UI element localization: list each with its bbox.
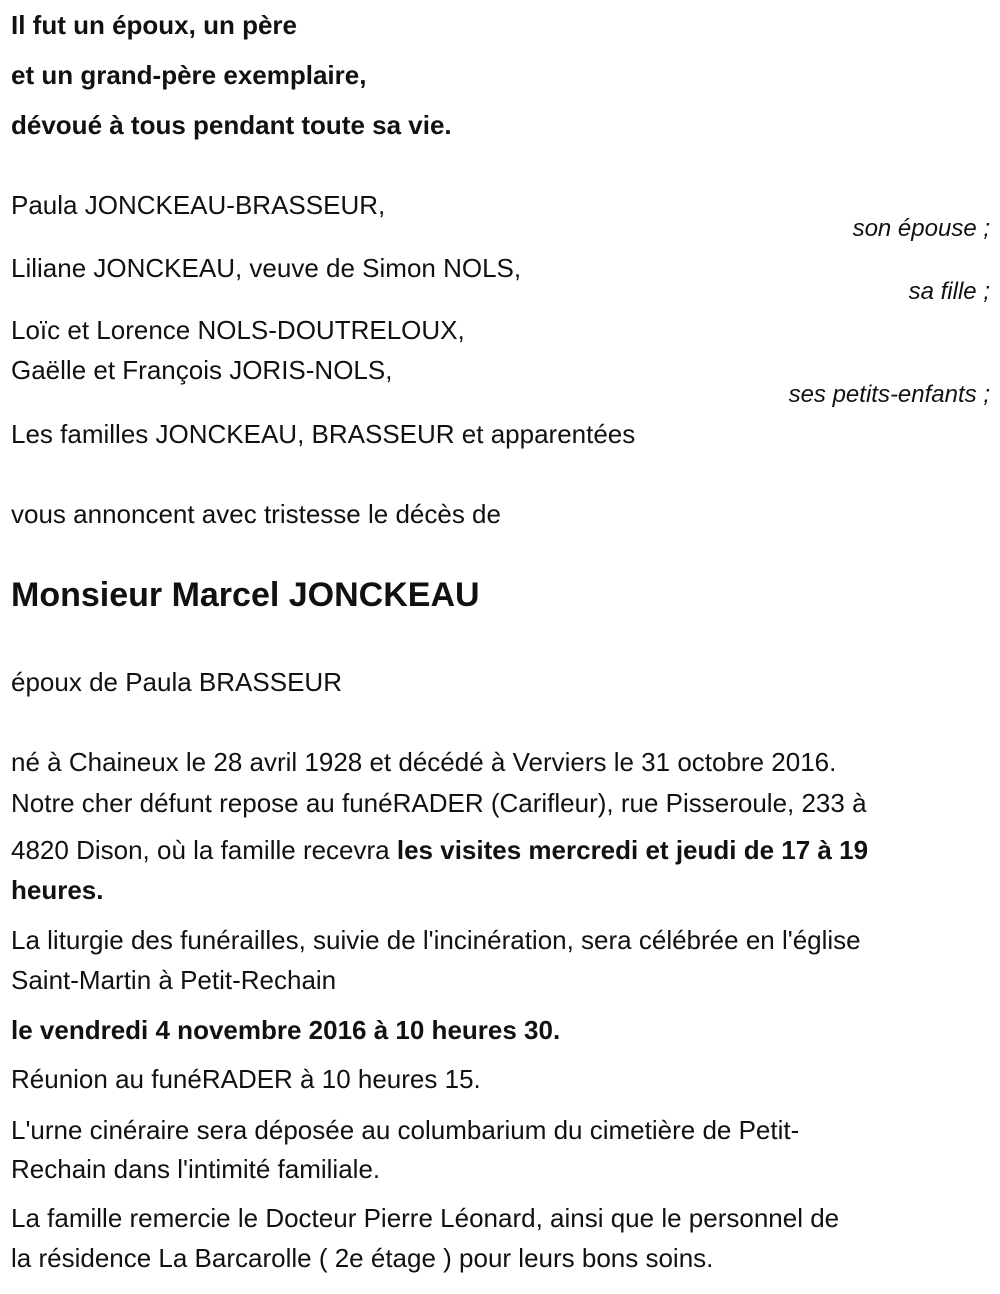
daughter-name: Liliane JONCKEAU, veuve de Simon NOLS, (11, 253, 522, 283)
grandchildren-role: ses petits-enfants ; (788, 381, 990, 408)
visits-info: les visites mercredi et jeudi de 17 à 19 (396, 835, 869, 865)
spouse-name: Paula JONCKEAU-BRASSEUR, (11, 190, 386, 220)
body-line: Réunion au funéRADER à 10 heures 15. (11, 1064, 481, 1094)
families: Les familles JONCKEAU, BRASSEUR et apparentées (11, 419, 636, 449)
funeral-date: le vendredi 4 novembre 2016 à 10 heures 30. (11, 1015, 561, 1045)
grandchildren-name: Loïc et Lorence NOLS-DOUTRELOUX, (11, 315, 465, 345)
spouse-role: son épouse ; (852, 215, 990, 242)
deceased-name: Monsieur Marcel JONCKEAU (11, 576, 480, 614)
body-line (11, 834, 868, 866)
body-line: la résidence La Barcarolle ( 2e étage ) pour leurs bons soins. (11, 1243, 714, 1273)
announcement: vous annoncent avec tristesse le décès de (11, 499, 501, 529)
spouse-of: époux de Paula BRASSEUR (11, 667, 342, 697)
body-text: 4820 Dison, où la famille recevra (11, 835, 397, 865)
body-line: La liturgie des funérailles, suivie de l'incinération, sera célébrée en l'église (11, 925, 861, 955)
daughter-role: sa fille ; (908, 278, 990, 305)
visits-info: heures. (11, 875, 104, 905)
epitaph-line: et un grand-père exemplaire, (11, 60, 367, 90)
body-line: Notre cher défunt repose au funéRADER (Carifleur), rue Pisseroule, 233 à (11, 788, 867, 818)
grandchildren-name: Gaëlle et François JORIS-NOLS, (11, 355, 393, 385)
body-line: L'urne cinéraire sera déposée au columbarium du cimetière de Petit- (11, 1115, 800, 1145)
epitaph-line: dévoué à tous pendant toute sa vie. (11, 110, 452, 140)
body-line: Saint-Martin à Petit-Rechain (11, 965, 337, 995)
body-line: La famille remercie le Docteur Pierre Léonard, ainsi que le personnel de (11, 1203, 840, 1233)
body-line: Rechain dans l'intimité familiale. (11, 1154, 381, 1184)
birth-death: né à Chaineux le 28 avril 1928 et décédé à Verviers le 31 octobre 2016. (11, 747, 837, 777)
epitaph-line: Il fut un époux, un père (11, 10, 297, 40)
